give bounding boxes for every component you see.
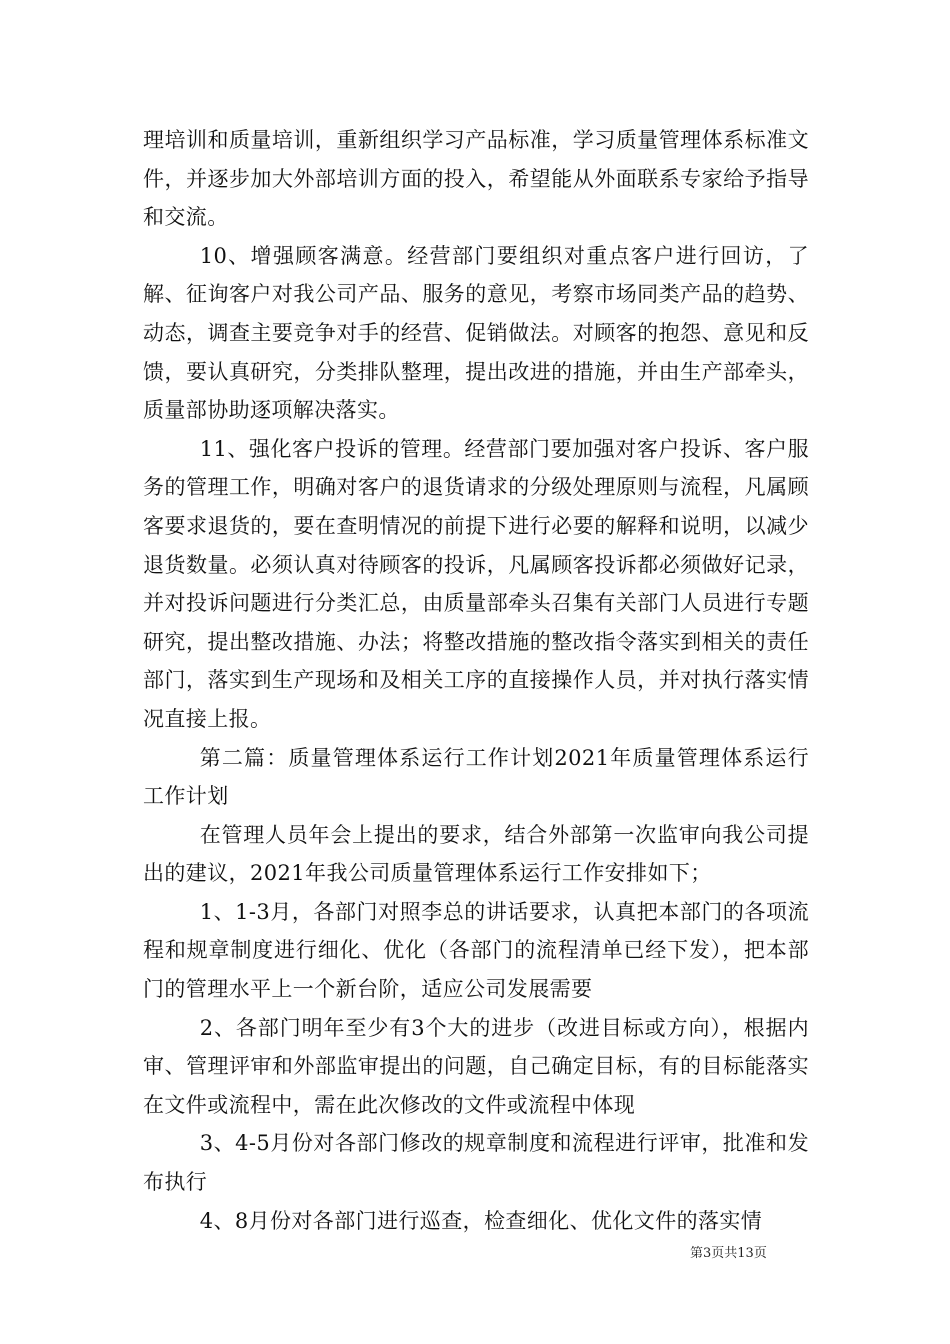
paragraph-training-continuation: 理培训和质量培训，重新组织学习产品标准，学习质量管理体系标准文件，并逐步加大外部培训方面的投入，希望能从外面联系专家给予指导和交流。 [143,128,809,230]
paragraph-item-11: 11、强化客户投诉的管理。经营部门要加强对客户投诉、客户服务的管理工作，明确对客户的退货请求的分级处理原则与流程，凡属顾客要求退货的，要在查明情况的前提下进行必要的解释和说明，以减少退货数量。必须认真对待顾客的投诉，凡属顾客投诉都必须做好记录，并对投诉问题进行分类汇总，由质量部牵头召集有关部门人员进行专题研究，提出整改措施、办法；将整改措施的整改指令落实到相关的责任部门，落实到生产现场和及相关工序的直接操作人员，并对执行落实情况直接上报。 [143,436,809,731]
page-number-footer: 第3页共13页 [690,1246,767,1261]
paragraph-item-10: 10、增强顾客满意。经营部门要组织对重点客户进行回访，了解、征询客户对我公司产品、服务的意见，考察市场同类产品的趋势、动态，调查主要竞争对手的经营、促销做法。对顾客的抱怨、意见和反馈，要认真研究，分类排队整理，提出改进的措施，并由生产部牵头，质量部协助逐项解决落实。 [143,243,809,423]
paragraph-plan-item-3: 3、4-5月份对各部门修改的规章制度和流程进行评审，批准和发布执行 [143,1131,809,1195]
section-heading-part-two: 第二篇：质量管理体系运行工作计划2021年质量管理体系运行工作计划 [143,745,809,809]
paragraph-plan-item-2: 2、各部门明年至少有3个大的进步（改进目标或方向），根据内审、管理评审和外部监审提出的问题，自己确定目标，有的目标能落实在文件或流程中，需在此次修改的文件或流程中体现 [143,1015,809,1117]
paragraph-plan-item-1: 1、1-3月，各部门对照李总的讲话要求，认真把本部门的各项流程和规章制度进行细化、优化（各部门的流程清单已经下发），把本部门的管理水平上一个新台阶，适应公司发展需要 [143,899,809,1002]
paragraph-plan-item-4: 4、8月份对各部门进行巡查，检查细化、优化文件的落实情 [199,1208,763,1233]
paragraph-intro: 在管理人员年会上提出的要求，结合外部第一次监审向我公司提出的建议，2021年我公司质量管理体系运行工作安排如下； [143,822,809,886]
document-body [143,121,809,1240]
